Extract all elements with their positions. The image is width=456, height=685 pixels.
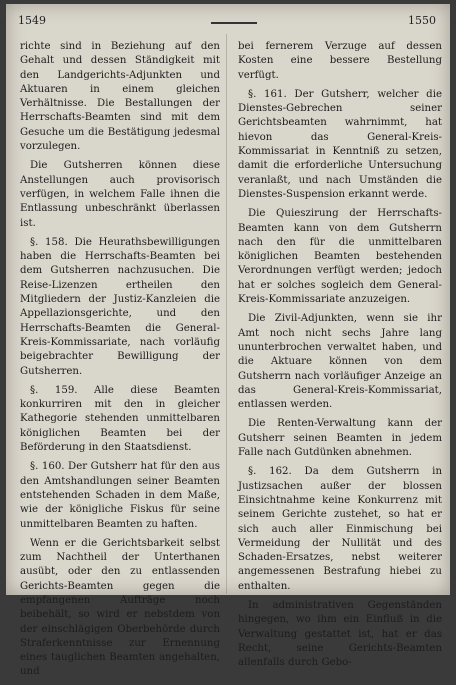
- paragraph: §. 159. Alle diese Beamten konkurriren mit den in gleicher Kathegorie stehenden unmittelbaren königlichen Beamten bei der Beförderung in den Staatsdienst.: [20, 384, 220, 454]
- paragraph: In administrativen Gegenständen hingegen, wo ihm ein Einfluß in die Verwaltung gestattet ist, hat er das Recht, seine Gerichts-Beamten allenfalls durch Gebo-: [238, 599, 442, 669]
- page-number-right: 1550: [408, 14, 436, 27]
- right-text-column: [238, 40, 442, 675]
- book-page-spread: [6, 4, 450, 678]
- paragraph: bei fernerem Verzuge auf dessen Kosten eine bessere Bestellung verfügt.: [238, 41, 442, 81]
- paragraph: Wenn er die Gerichtsbarkeit selbst zum Nachtheil der Unterthanen ausübt, oder den zu entlassenden Gerichts-Beamten gegen die empfangenen Aufträge noch beibehält, so wird er nebstdem von der einschlägigen Oberbehörde durch Straferkenntnisse zur Ernennung eines tauglichen Beamten angehalten, und: [20, 537, 220, 678]
- paragraph: Die Zivil-Adjunkten, wenn sie ihr Amt noch nicht sechs Jahre lang ununterbrochen verwaltet haben, und die Aktuare können von dem Gutsherrn nach vorläufiger Anzeige an das General-Kreis-Kommissariat, entlassen werden.: [238, 313, 442, 411]
- left-text-column: [20, 40, 220, 685]
- paragraph: §. 161. Der Gutsherr, welcher die Dienstes-Gebrechen seiner Gerichtsbeamten wahrnimmt, hat hievon das General-Kreis-Kommissariat in Kenntniß zu setzen, damit die erforderliche Untersuchung veranlaßt, und nach Umständen die Dienstes-Suspension erkannt werde.: [238, 88, 442, 200]
- page-number-left: 1549: [18, 14, 46, 27]
- column-gutter: [226, 34, 227, 594]
- paragraph: §. 162. Da dem Gutsherrn in Justizsachen außer der blossen Einsichtnahme keine Konkurrenz mit seinem Gerichte zustehet, so hat er sich auch aller Einmischung bei Vermeidung der Nullität und des Schaden-Ersatzes, nebst weiterer angemessenen Bestrafung hiebei zu enthalten.: [238, 466, 442, 592]
- paragraph: §. 158. Die Heurathsbewilligungen haben die Herrschafts-Beamten bei dem Gutsherren nachzusuchen. Die Reise-Lizenzen ertheilen den Mitgliedern der Justiz-Kanzleien die Appellazionsgerichte, und den Herrschafts-Beamten die General-Kreis-Kommissariate, nach vorläufig beigebrachter Bewilligung der Gutsherren.: [20, 236, 220, 377]
- paragraph: richte sind in Beziehung auf den Gehalt und dessen Ständigkeit mit den Landgerichts-Adjunkten und Aktuaren in einem gleichen Verhältnisse. Die Bestallungen der Herrschafts-Beamten sind mit dem Gesuche um die Bestätigung jedesmal vorzulegen.: [20, 41, 220, 153]
- paragraph: Die Quieszirung der Herrschafts-Beamten kann von dem Gutsherrn nach den für die unmittelbaren königlichen Beamten bestehenden Verordnungen verfügt werden; jedoch hat er solches sogleich dem General-Kreis-Kommissariate anzuzeigen.: [238, 208, 442, 306]
- paragraph: Die Gutsherren können diese Anstellungen auch provisorisch verfügen, in welchem Falle ihnen die Entlassung unbeschränkt überlassen ist.: [20, 160, 220, 229]
- paragraph: §. 160. Der Gutsherr hat für den aus den Amtshandlungen seiner Beamten entstehenden Schaden in dem Maße, wie der königliche Fiskus für seine unmittelbaren Beamten zu haften.: [20, 461, 220, 530]
- paragraph: Die Renten-Verwaltung kann der Gutsherr seinen Beamten in jedem Falle nach Gutdünken abnehmen.: [238, 418, 442, 459]
- header-rule: [211, 22, 257, 24]
